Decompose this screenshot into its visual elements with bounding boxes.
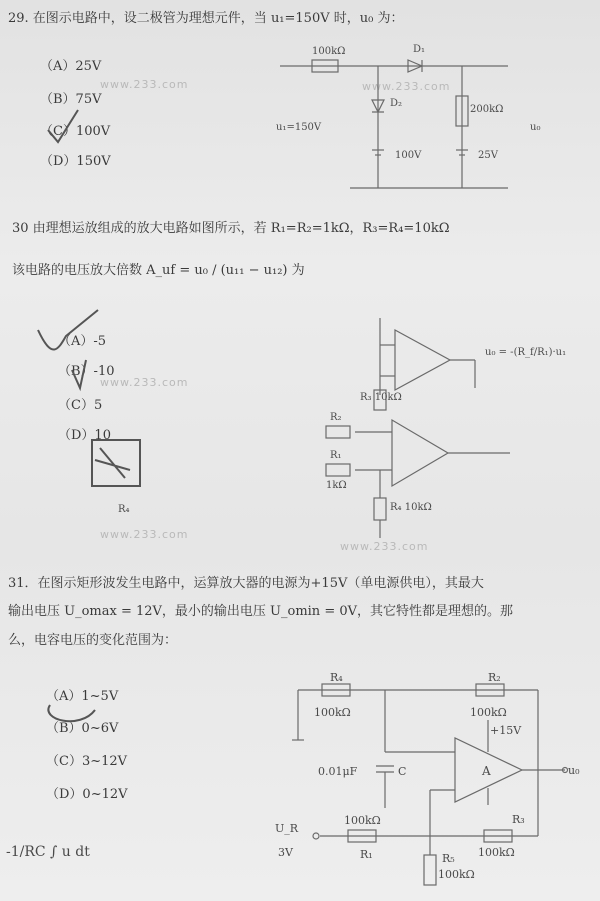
q31-label-vcc: +15V xyxy=(490,724,522,737)
q31-label-r2-val: 100kΩ xyxy=(470,706,507,719)
q29-label-d1: D₁ xyxy=(413,44,426,55)
q29-option-d[interactable]: （D）150V xyxy=(40,154,111,169)
q31-option-d[interactable]: （D）0~12V xyxy=(46,787,128,802)
q31-label-r1-val: 100kΩ xyxy=(344,814,381,827)
q29-label-r1: 100kΩ xyxy=(312,46,346,57)
q29-label-d2: D₂ xyxy=(390,98,403,109)
q31-label-amp: A xyxy=(482,764,491,778)
q31-option-c[interactable]: （C）3~12V xyxy=(46,754,128,769)
watermark: www.233.com xyxy=(100,528,189,541)
q30-sketch-box xyxy=(92,440,140,486)
q30-label-r4: R₄ 10kΩ xyxy=(390,502,432,513)
q30-option-b[interactable]: （B）-10 xyxy=(58,364,115,379)
q30-label-r1-val: 1kΩ xyxy=(326,480,347,491)
q31-label-uo: u₀ xyxy=(568,764,580,777)
q30-option-a[interactable]: （A）-5 xyxy=(58,334,107,349)
q30-hand-note: R₄ xyxy=(118,504,130,515)
q31-option-a[interactable]: （A）1~5V xyxy=(46,689,119,704)
q29-option-a[interactable]: （A）25V xyxy=(40,59,102,74)
watermark: www.233.com xyxy=(100,376,189,389)
q30-label-r2: R₂ xyxy=(330,412,342,423)
q30-check-mark-b xyxy=(72,360,86,388)
handwritten-marks xyxy=(38,110,140,721)
q30-option-d[interactable]: （D）10 xyxy=(58,428,111,443)
q31-label-r3-val: 100kΩ xyxy=(478,846,515,859)
q29-option-b[interactable]: （B）75V xyxy=(40,92,102,107)
q29-check-mark xyxy=(48,110,78,142)
watermark: www.233.com xyxy=(362,80,451,93)
q31-hand-note: -1/RC ∫ u dt xyxy=(6,844,90,860)
question-31-text-1: 31．在图示矩形波发生电路中，运算放大器的电源为+15V（单电源供电），其最大 xyxy=(8,576,484,591)
q30-label-r1: R₁ xyxy=(330,450,342,461)
q31-label-r3: R₃ xyxy=(512,813,525,826)
question-29-text: 29. 在图示电路中，设二极管为理想元件，当 u₁=150V 时，u₀ 为： xyxy=(8,11,404,26)
q31-label-r5-val: 100kΩ xyxy=(438,868,475,881)
q30-option-c[interactable]: （C）5 xyxy=(58,398,103,413)
q31-label-r4: R₄ xyxy=(330,671,343,684)
q31-option-b[interactable]: （B）0~6V xyxy=(46,721,119,736)
q31-label-ur: U_R xyxy=(275,822,299,835)
question-31-text-2: 输出电压 U_omax = 12V，最小的输出电压 U_omin = 0V，其它特性都是理想的。那 xyxy=(8,604,514,619)
q31-label-r4-val: 100kΩ xyxy=(314,706,351,719)
question-31-text-3: 么，电容电压的变化范围为： xyxy=(8,633,178,648)
q29-label-b1: 100V xyxy=(395,150,422,161)
q29-label-uo: u₀ xyxy=(530,122,541,133)
q31-resistor-r5 xyxy=(424,855,436,885)
q31-label-r2: R₂ xyxy=(488,671,501,684)
q30-label-note: u₀ = -(R_f/R₁)·u₁ xyxy=(485,347,567,358)
question-30-text: 30 由理想运放组成的放大电路如图所示，若 R₁=R₂=1kΩ，R₃=R₄=10kΩ xyxy=(12,221,450,236)
q30-label-r3: R₃ 10kΩ xyxy=(360,392,402,403)
q29-label-r2: 200kΩ xyxy=(470,104,504,115)
q29-label-b2: 25V xyxy=(478,150,498,161)
q31-label-r1: R₁ xyxy=(360,848,373,861)
q31-label-r5: R₅ xyxy=(442,852,455,865)
question-30-text-2: 该电路的电压放大倍数 A_uf = u₀ / (u₁₁ − u₁₂) 为 xyxy=(12,263,305,278)
q31-circle-mark xyxy=(48,705,95,721)
q29-option-c[interactable]: （C）100V xyxy=(40,124,111,139)
q31-label-cap: 0.01μF xyxy=(318,765,358,778)
q30-opamp-1 xyxy=(395,330,450,390)
q31-label-cap-name: C xyxy=(398,765,407,778)
q30-opamp-2 xyxy=(392,420,448,486)
watermark: www.233.com xyxy=(340,540,429,553)
watermark: www.233.com xyxy=(100,78,189,91)
q31-label-ur-val: 3V xyxy=(278,846,293,859)
q30-check-mark xyxy=(38,310,98,350)
q29-label-ui: u₁=150V xyxy=(276,122,322,133)
